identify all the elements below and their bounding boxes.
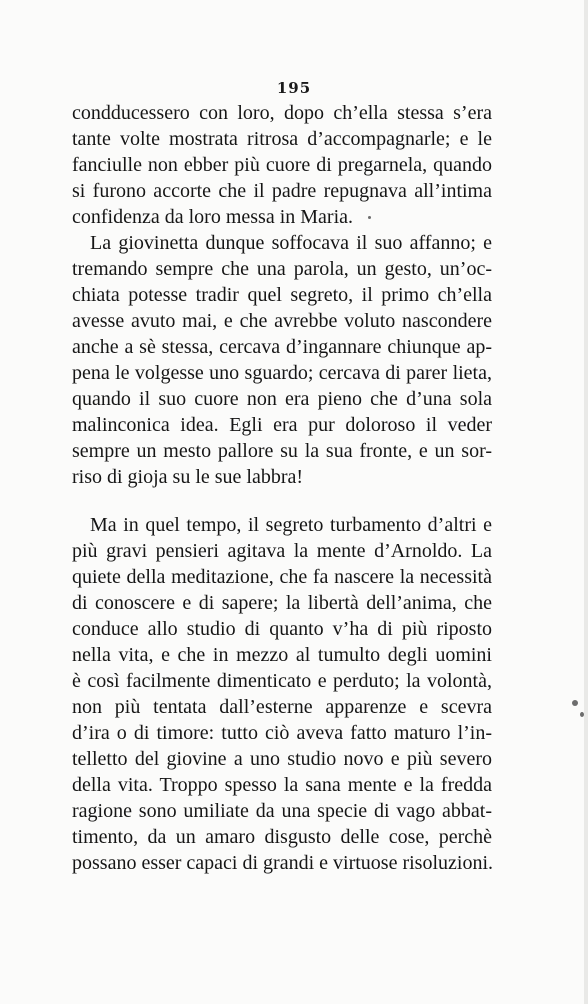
text-line: quando il suo cuore non era pieno che d’una sola [72, 388, 492, 410]
text-line: La giovinetta dunque soffocava il suo affanno; e [90, 232, 492, 254]
text-line: d’ira o di timore: tutto ciò aveva fatto maturo l’in- [72, 722, 492, 744]
text-line: condducessero con loro, dopo ch’ella stessa s’era [72, 102, 492, 124]
paragraph [72, 512, 492, 876]
ink-speck [580, 712, 584, 717]
text-line: più gravi pensieri agitava la mente d’Arnoldo. La [72, 540, 492, 562]
paragraph [72, 230, 492, 490]
text-line: riso di gioja su le sue labbra! [72, 466, 304, 488]
text-line: telletto del giovine a uno studio novo e più severo [72, 748, 492, 770]
text-line: della vita. Troppo spesso la sana mente e la fredda [72, 774, 492, 796]
text-line: avesse avuto mai, e che avrebbe voluto nascondere [72, 310, 492, 332]
text-line: malinconica idea. Egli era pur doloroso il veder [72, 414, 492, 436]
text-line: di conoscere e di sapere; la libertà dell’anima, che [72, 592, 492, 614]
text-block-upper [72, 100, 492, 490]
text-line: anche a sè stessa, cercava d’ingannare chiunque ap- [72, 336, 492, 358]
text-line: non più tentata dall’esterne apparenze e scevra [72, 696, 492, 718]
text-line: pena le volgesse uno sguardo; cercava di parer lieta, [72, 362, 492, 384]
text-line: chiata potesse tradir quel segreto, il primo ch’ella [72, 284, 492, 306]
text-line: tremando sempre che una parola, un gesto, un’oc- [72, 258, 492, 280]
text-line: conduce allo studio di quanto v’ha di più riposto [72, 618, 492, 640]
paragraph [72, 100, 492, 230]
text-line: fanciulle non ebber più cuore di pregarnela, quando [72, 154, 492, 176]
text-line: nella vita, e che in mezzo al tumulto degli uomini [72, 644, 492, 666]
text-line: si furono accorte che il padre repugnava all’intima [72, 180, 492, 202]
text-line: tante volte mostrata ritrosa d’accompagnarle; e le [72, 128, 492, 150]
text-line: timento, da un amaro disgusto delle cose, perchè [72, 826, 492, 848]
text-line: ragione sono umiliate da una specie di vago abbat- [72, 800, 492, 822]
text-line: Ma in quel tempo, il segreto turbamento d’altri e [90, 514, 492, 536]
text-block-lower [72, 512, 492, 876]
page-number: 195 [276, 79, 312, 97]
text-line: è così facilmente dimenticato e perduto; la volontà, [72, 670, 492, 692]
text-line: possano esser capaci di grandi e virtuose risoluzioni. [72, 852, 493, 874]
text-line: sempre un mesto pallore su la sua fronte, e un sor- [72, 440, 492, 462]
ink-speck [572, 700, 578, 706]
text-line: quiete della meditazione, che fa nascere la necessità [72, 566, 492, 588]
text-line: confidenza da loro messa in Maria. [72, 206, 354, 228]
ink-speck [368, 216, 371, 219]
